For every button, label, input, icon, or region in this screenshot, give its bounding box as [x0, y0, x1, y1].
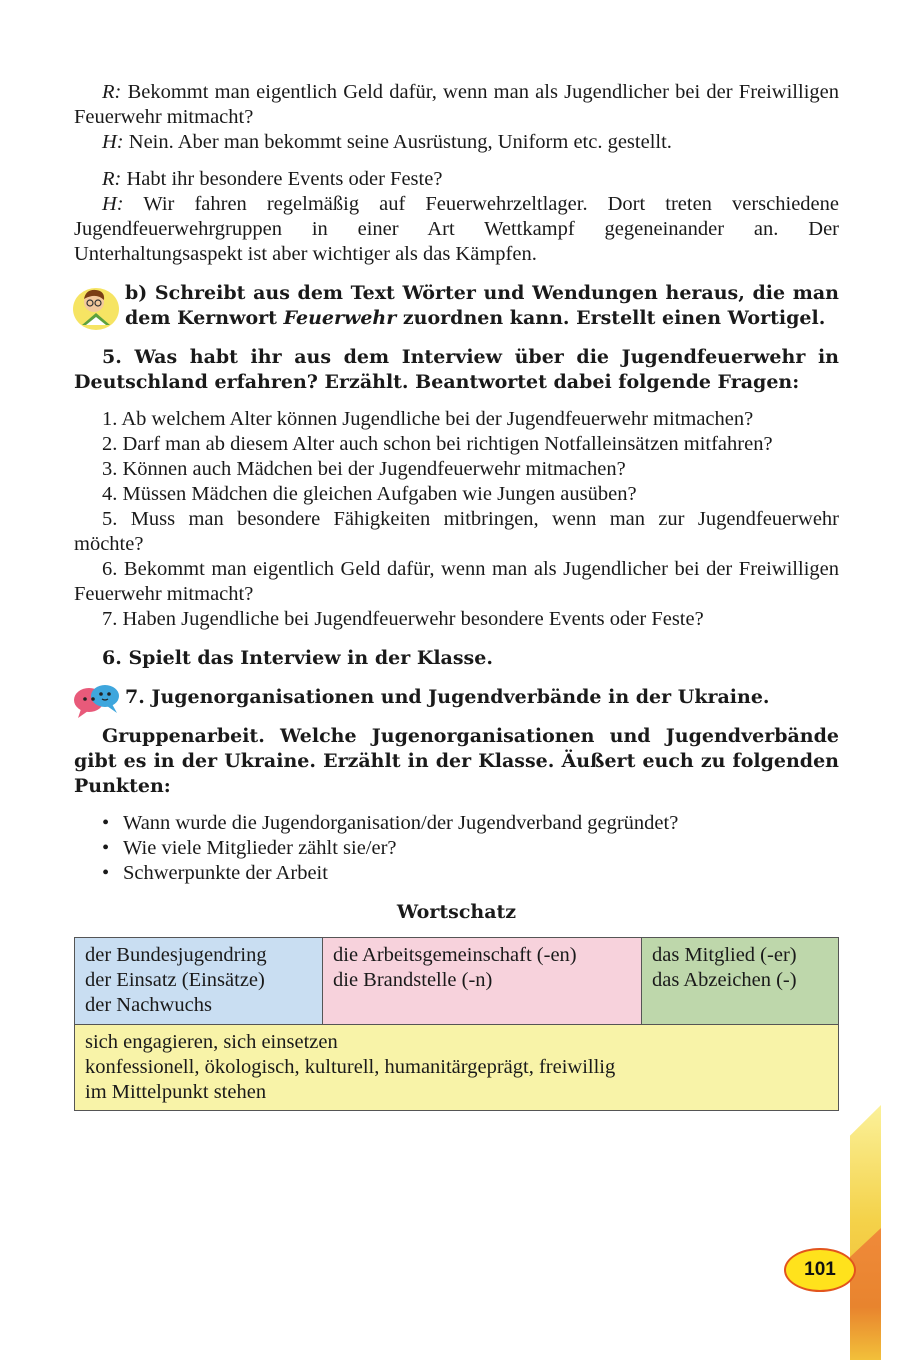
vocab-row [75, 938, 838, 1024]
vocab-title: Wortschatz [396, 901, 517, 923]
list-item: • Wann wurde die Jugendorganisation/der Jugendverband gegründet? [102, 812, 679, 834]
list-item: • Wie viele Mitglieder zählt sie/er? [102, 837, 397, 859]
vocab-cell-yellow: sich engagieren, sich einsetzen konfessionell, ökologisch, kulturell, humanitärgeprägt, freiwillig im Mittelpunkt stehen [75, 1024, 838, 1110]
bullet-icon: • [102, 862, 110, 884]
reading-child-icon [72, 287, 120, 331]
task-6-heading: 6. Spielt das Interview in der Klasse. [102, 647, 493, 669]
bullet-icon: • [102, 837, 110, 859]
dialog-line: R: Habt ihr besondere Events oder Feste? [102, 168, 443, 190]
dialog-line: H: Wir fahren regelmäßig auf Feuerwehrzeltlager. Dort treten verschiedene Jugendfeuerwehrgruppen in einer Art Wettkampf gegeneinander an. Der Unterhaltungsaspekt ist aber wichtiger als das Kämpfen. [74, 193, 839, 265]
task-5-heading: 5. Was habt ihr aus dem Interview über die Jugendfeuerwehr in Deutschland erfahren? Erzählt. Beantwortet dabei folgende Fragen: [74, 346, 839, 393]
vocab-cell-blue: der Bundesjugendring der Einsatz (Einsätze) der Nachwuchs [75, 938, 323, 1024]
dialog-line: R: Bekommt man eigentlich Geld dafür, wenn man als Jugendlicher bei der Freiwilligen Feuerwehr mitmacht? [74, 81, 839, 128]
task-b: b) Schreibt aus dem Text Wörter und Wendungen heraus, die man dem Kernwort Feuerwehr zuordnen kann. Erstellt einen Wortigel. [74, 281, 839, 331]
list-item: 1. Ab welchem Alter können Jugendliche bei der Jugendfeuerwehr mitmachen? [102, 408, 754, 430]
vocab-table [74, 937, 839, 1111]
question-list [74, 407, 839, 632]
list-item: • Schwerpunkte der Arbeit [102, 862, 328, 884]
group-work-instructions: Gruppenarbeit. Welche Jugenorganisationen und Jugendverbände gibt es in der Ukraine. Erzählt in der Klasse. Äußert euch zu folgenden Punkten: [74, 725, 839, 797]
list-item: 6. Bekommt man eigentlich Geld dafür, wenn man als Jugendlicher bei der Freiwilligen Feuerwehr mitmacht? [74, 558, 839, 605]
list-item: 4. Müssen Mädchen die gleichen Aufgaben wie Jungen ausüben? [102, 483, 637, 505]
speech-bubbles-icon [72, 682, 122, 722]
list-item: 2. Darf man ab diesem Alter auch schon bei richtigen Notfalleinsätzen mitfahren? [102, 433, 773, 455]
list-item: 3. Können auch Mädchen bei der Jugendfeuerwehr mitmachen? [102, 458, 626, 480]
bullet-list [74, 811, 839, 886]
vocab-cell-pink: die Arbeitsgemeinschaft (-en) die Brandstelle (-n) [323, 938, 642, 1024]
bullet-icon: • [102, 812, 110, 834]
vocab-cell-green: das Mitglied (-er) das Abzeichen (-) [642, 938, 838, 1024]
page-number-badge: 101 [784, 1248, 856, 1292]
page-content [74, 80, 839, 1111]
list-item: 5. Muss man besondere Fähigkeiten mitbringen, wenn man zur Jugendfeuerwehr möchte? [74, 508, 839, 555]
task-7-heading: 7. Jugenorganisationen und Jugendverbände in der Ukraine. [74, 685, 839, 710]
dialog-line: H: Nein. Aber man bekommt seine Ausrüstung, Uniform etc. gestellt. [102, 131, 672, 153]
list-item: 7. Haben Jugendliche bei Jugendfeuerwehr besondere Events oder Feste? [102, 608, 704, 630]
